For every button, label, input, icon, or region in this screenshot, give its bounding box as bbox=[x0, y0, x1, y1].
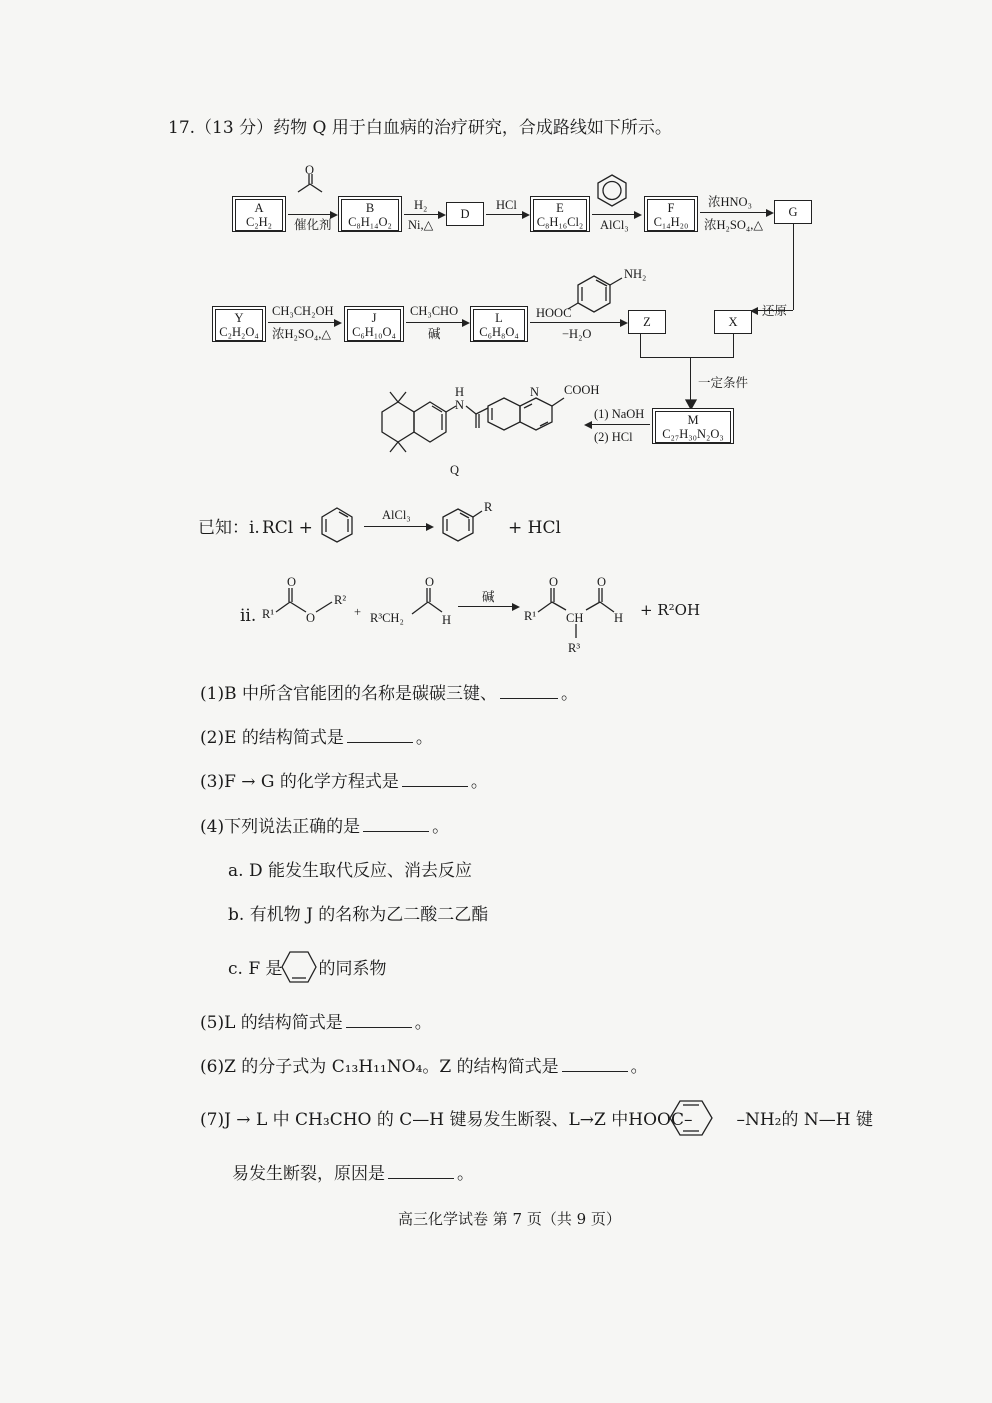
compound-y-box: Y C₂H₂O₄ bbox=[212, 306, 266, 342]
question-7-cont: 易发生断裂，原因是 。 bbox=[232, 1164, 474, 1184]
known-ii-title: ii. bbox=[240, 606, 257, 626]
known-ii-cond: 碱 bbox=[482, 590, 495, 604]
cond-naoh: (1) NaOH bbox=[594, 407, 645, 421]
svg-text:O: O bbox=[425, 575, 435, 589]
compound-m-box: M C₂₇H₃₀N₂O₃ bbox=[652, 408, 734, 444]
compound-z-box: Z bbox=[628, 310, 666, 334]
known-i-title: 已知：i. bbox=[198, 518, 260, 538]
compound-d-box: D bbox=[446, 202, 484, 226]
svg-text:O: O bbox=[287, 575, 297, 589]
compound-q-structure bbox=[368, 380, 608, 477]
svg-text:Q: Q bbox=[450, 463, 460, 477]
benzene-ring-q7 bbox=[669, 1099, 715, 1137]
svg-text:H: H bbox=[455, 385, 465, 399]
svg-text:+: + bbox=[354, 605, 362, 619]
question-header: 17.（13 分）药物 Q 用于白血病的治疗研究，合成路线如下所示。 bbox=[168, 118, 672, 138]
answer-blank-7[interactable] bbox=[388, 1164, 454, 1179]
benzene-icon bbox=[594, 173, 634, 207]
question-4: (4)下列说法正确的是 。 bbox=[200, 817, 450, 837]
cyclohexene-icon bbox=[281, 950, 317, 986]
arrow-e-to-f bbox=[592, 214, 640, 215]
benzene-icon-2 bbox=[320, 507, 356, 543]
line-x-down bbox=[733, 334, 734, 358]
aldehyde-structure bbox=[370, 574, 460, 630]
svg-text:R³CH₂: R³CH₂ bbox=[370, 611, 404, 625]
known-i-arrow bbox=[364, 526, 432, 527]
arrow-y-to-j bbox=[268, 322, 340, 323]
arrow-a-to-b bbox=[288, 214, 336, 215]
answer-blank-3[interactable] bbox=[402, 772, 468, 787]
compound-x-box: X bbox=[714, 310, 752, 334]
cond-catalyst: 催化剂 bbox=[294, 218, 332, 232]
svg-text:CH: CH bbox=[566, 611, 584, 625]
known-i-cond: AlCl₃ bbox=[382, 508, 411, 522]
compound-l-box: L C₆H₈O₄ bbox=[470, 306, 528, 342]
arrow-j-to-l bbox=[406, 322, 468, 323]
known-i-hcl: + HCl bbox=[508, 518, 561, 538]
option-c: c. F 是 的同系物 bbox=[228, 959, 387, 979]
acetone-structure bbox=[292, 163, 336, 196]
answer-blank-4[interactable] bbox=[363, 817, 429, 832]
question-5: (5)L 的结构简式是 。 bbox=[200, 1013, 432, 1033]
svg-text:O: O bbox=[549, 575, 559, 589]
option-b: b. 有机物 J 的名称为乙二酸二乙酯 bbox=[228, 905, 489, 925]
arrow-f-to-g bbox=[700, 212, 772, 213]
svg-text:O: O bbox=[305, 163, 315, 177]
svg-text:R²: R² bbox=[334, 593, 347, 607]
cond-alcl3: AlCl₃ bbox=[600, 218, 629, 232]
page-footer: 高三化学试卷 第 7 页（共 9 页） bbox=[398, 1210, 621, 1228]
known-ii-tail: + R²OH bbox=[640, 601, 701, 619]
svg-text:O: O bbox=[597, 575, 607, 589]
arrow-d-to-e bbox=[486, 214, 528, 215]
question-6: (6)Z 的分子式为 C₁₃H₁₁NO₄。Z 的结构简式是 。 bbox=[200, 1057, 648, 1077]
cond-ethanol: CH₃CH₂OH bbox=[272, 304, 334, 318]
answer-blank-6[interactable] bbox=[562, 1057, 628, 1072]
answer-blank-5[interactable] bbox=[346, 1013, 412, 1028]
cond-hcl-2: (2) HCl bbox=[594, 430, 633, 444]
question-2: (2)E 的结构简式是 。 bbox=[200, 728, 433, 748]
compound-b-box: B C₈H₁₄O₂ bbox=[338, 196, 402, 232]
product-structure bbox=[524, 574, 644, 658]
answer-blank-2[interactable] bbox=[347, 728, 413, 743]
arrow-b-to-d bbox=[404, 214, 444, 215]
question-1: (1)B 中所含官能团的名称是碳碳三键、 。 bbox=[200, 684, 578, 704]
compound-j-box: J C₆H₁₀O₄ bbox=[344, 306, 404, 342]
svg-text:O: O bbox=[306, 611, 316, 625]
known-ii-arrow bbox=[458, 606, 518, 607]
svg-text:R¹: R¹ bbox=[262, 607, 275, 621]
compound-g-box: G bbox=[774, 200, 812, 224]
question-3: (3)F → G 的化学方程式是 。 bbox=[200, 772, 488, 792]
option-a: a. D 能发生取代反应、消去反应 bbox=[228, 861, 472, 881]
svg-text:N: N bbox=[530, 385, 540, 399]
compound-f-box: F C₁₄H₂₀ bbox=[644, 196, 698, 232]
line-z-down bbox=[640, 334, 641, 358]
known-i-rcl: RCl + bbox=[262, 518, 313, 538]
answer-blank-1[interactable] bbox=[500, 684, 558, 699]
cond-reduce: 还原 bbox=[762, 304, 788, 318]
question-7: (7)J → L 中 CH₃CHO 的 C—H 键易发生断裂、L→Z 中HOOC– –NH₂的 N—H 键 bbox=[200, 1110, 873, 1130]
svg-text:NH₂: NH₂ bbox=[624, 267, 647, 281]
cond-base: 碱 bbox=[428, 327, 441, 341]
svg-text:R: R bbox=[484, 500, 493, 514]
arrow-l-to-z bbox=[530, 322, 626, 323]
svg-text:R³: R³ bbox=[568, 641, 581, 655]
svg-text:N: N bbox=[455, 398, 465, 412]
cond-ni: Ni,△ bbox=[408, 218, 434, 232]
alkylbenzene-icon bbox=[440, 499, 500, 545]
cond-minus-water: −H₂O bbox=[562, 327, 592, 341]
cond-h2: H₂ bbox=[414, 198, 428, 212]
svg-text:HOOC: HOOC bbox=[536, 306, 572, 320]
line-to-m bbox=[690, 357, 691, 403]
compound-e-box: E C₈H₁₆Cl₂ bbox=[530, 196, 590, 232]
cond-hcl: HCl bbox=[496, 198, 517, 212]
line-join bbox=[640, 357, 734, 358]
cond-ch3cho: CH₃CHO bbox=[410, 304, 459, 318]
cond-h2so4-2: 浓H₂SO₄,△ bbox=[272, 327, 331, 341]
cond-hno3: 浓HNO₃ bbox=[708, 195, 752, 209]
svg-text:H: H bbox=[442, 613, 452, 627]
svg-text:H: H bbox=[614, 611, 624, 625]
line-g-down bbox=[793, 224, 794, 310]
svg-text:COOH: COOH bbox=[564, 383, 600, 397]
compound-a-box: A C₂H₂ bbox=[232, 196, 286, 232]
cond-h2so4: 浓H₂SO₄,△ bbox=[704, 218, 763, 232]
cond-certain: 一定条件 bbox=[698, 376, 749, 390]
svg-text:R¹: R¹ bbox=[524, 609, 537, 623]
